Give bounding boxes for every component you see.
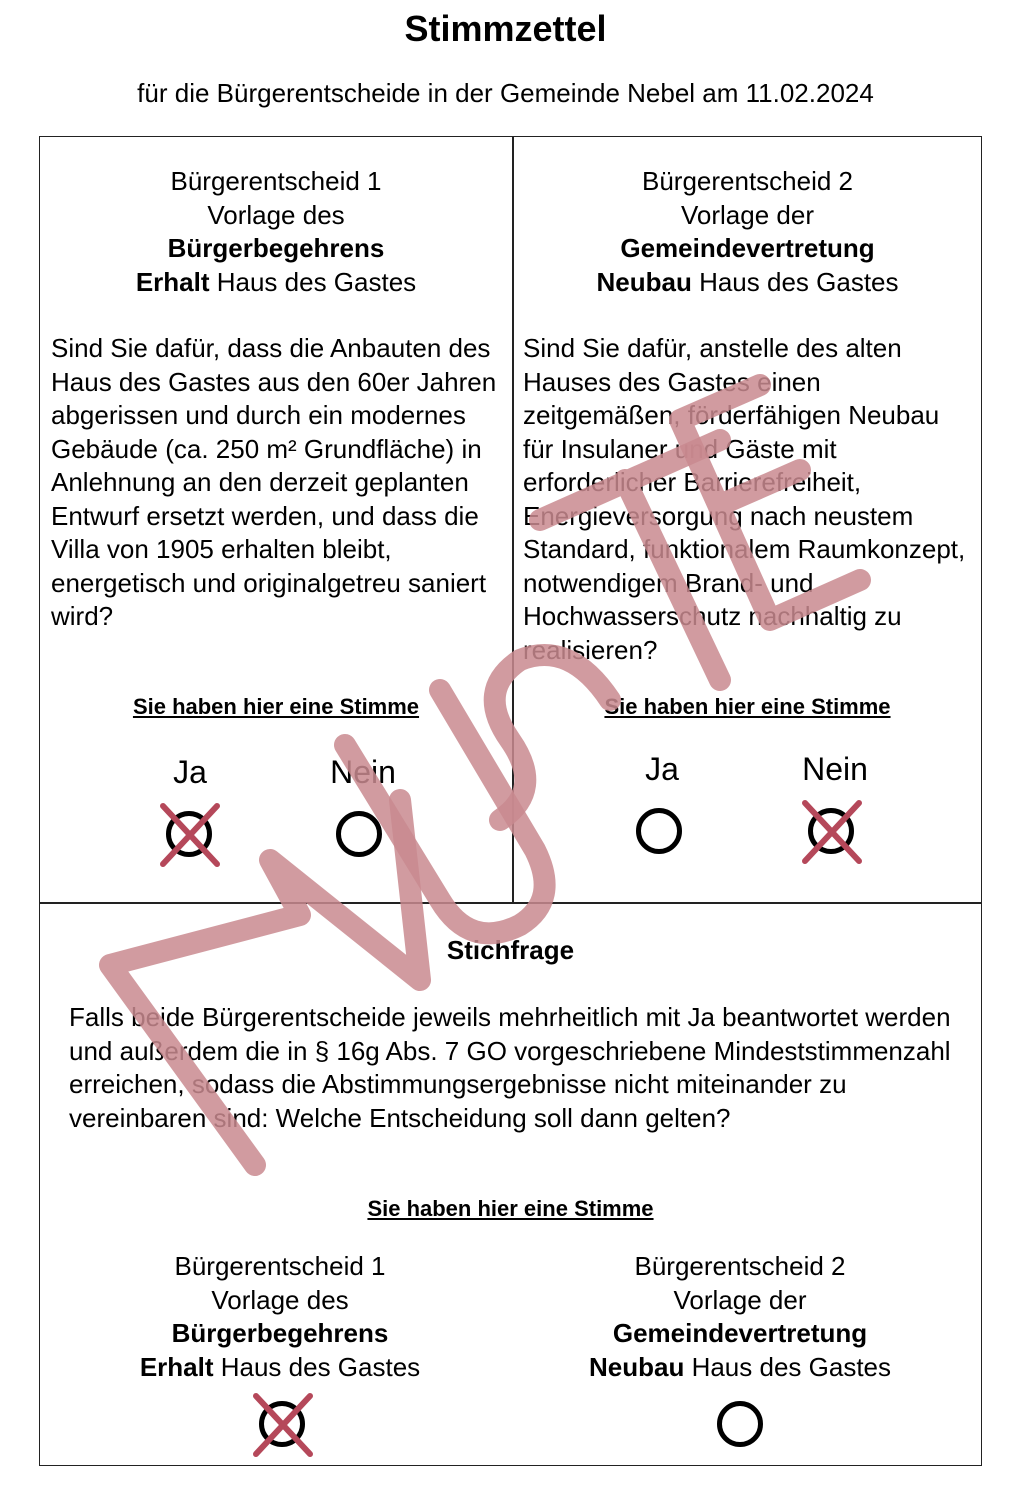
entscheid1-stimme-note: Sie haben hier eine Stimme	[132, 694, 420, 719]
entscheid1-question: Sind Sie dafür, dass die Anbauten des Haus des Gastes aus den 60er Jahren abgerissen und durch ein modernes Gebäude (ca. 250 m² Grundfläche) in Anlehnung an den derzeit geplanten Entwurf ersetzt werden, und dass die Villa von 1905 erhalten bleibt, energetisch und originalgetreu saniert wird?	[51, 333, 497, 631]
entscheid2-question: Sind Sie dafür, anstelle des alten Hauses des Gastes einen zeitgemäßen, förderfähigen Neubau für Insulaner und Gäste mit erforderlicher Barrierefreiheit, Energieversorgung nach neustem Standard, funktionalem Raumkonzept, notwendigem Brand- und Hochwasserschutz nachhaltig zu realisieren?	[523, 333, 966, 665]
stichfrage-left-line2: Vorlage des	[211, 1284, 349, 1315]
entscheid2-line3: Gemeindevertretung	[620, 233, 875, 263]
entscheid1-label-nein: Nein	[330, 754, 396, 790]
stichfrage-left-line3: Bürgerbegehrens	[171, 1318, 389, 1348]
entscheid2-line1: Bürgerentscheid 2	[641, 166, 854, 196]
entscheid2-heading	[513, 165, 982, 299]
entscheid2-stimme-note: Sie haben hier eine Stimme	[604, 694, 891, 719]
stichfrage-question: Falls beide Bürgerentscheide jeweils mehrheitlich mit Ja beantwortet werden und außerdem die in § 16g Abs. 7 GO vorgeschriebene Mindeststimmenzahl erreichen, sodass die Abstimmungsergebnisse nicht miteinander zu vereinbaren sind: Welche Entscheidung soll dann gelten?	[69, 1002, 951, 1133]
stichfrage-right-line3: Gemeindevertretung	[612, 1318, 868, 1348]
page-title: Stimmzettel	[404, 8, 607, 49]
entscheid2-label-nein: Nein	[802, 751, 868, 787]
entscheid1-line4: Erhalt Haus des Gastes	[135, 266, 417, 297]
entscheid1-line1: Bürgerentscheid 1	[170, 166, 382, 196]
stichfrage-left-line4: Erhalt Haus des Gastes	[139, 1351, 421, 1382]
stichfrage-right-line1: Bürgerentscheid 2	[634, 1251, 846, 1281]
stichfrage-left-line1: Bürgerentscheid 1	[174, 1251, 386, 1281]
stichfrage-right-heading	[520, 1250, 960, 1384]
entscheid1-cross-mark	[155, 800, 225, 870]
entscheid1-heading	[40, 165, 512, 299]
stichfrage-stimme-note: Sie haben hier eine Stimme	[367, 1196, 654, 1221]
stichfrage-right-line2: Vorlage der	[673, 1284, 807, 1315]
stichfrage-right-line4: Neubau Haus des Gastes	[589, 1351, 891, 1382]
stichfrage-left-heading	[60, 1250, 500, 1384]
entscheid1-label-ja: Ja	[173, 754, 207, 790]
stichfrage-cross-mark	[248, 1390, 318, 1460]
section-divider	[39, 902, 982, 904]
entscheid2-cross-mark	[797, 797, 867, 867]
entscheid1-nein-circle[interactable]	[336, 811, 382, 857]
entscheid2-ja-circle[interactable]	[636, 808, 682, 854]
entscheid2-label-ja: Ja	[645, 751, 679, 787]
stichfrage-title: Stichfrage	[446, 935, 575, 965]
entscheid2-line4: Neubau Haus des Gastes	[596, 266, 899, 297]
entscheid2-line2: Vorlage der	[681, 199, 814, 230]
page-subtitle: für die Bürgerentscheide in der Gemeinde Nebel am 11.02.2024	[137, 78, 874, 108]
stichfrage-right-circle[interactable]	[717, 1401, 763, 1447]
entscheid1-line3: Bürgerbegehrens	[167, 233, 385, 263]
entscheid1-line2: Vorlage des	[207, 199, 345, 230]
